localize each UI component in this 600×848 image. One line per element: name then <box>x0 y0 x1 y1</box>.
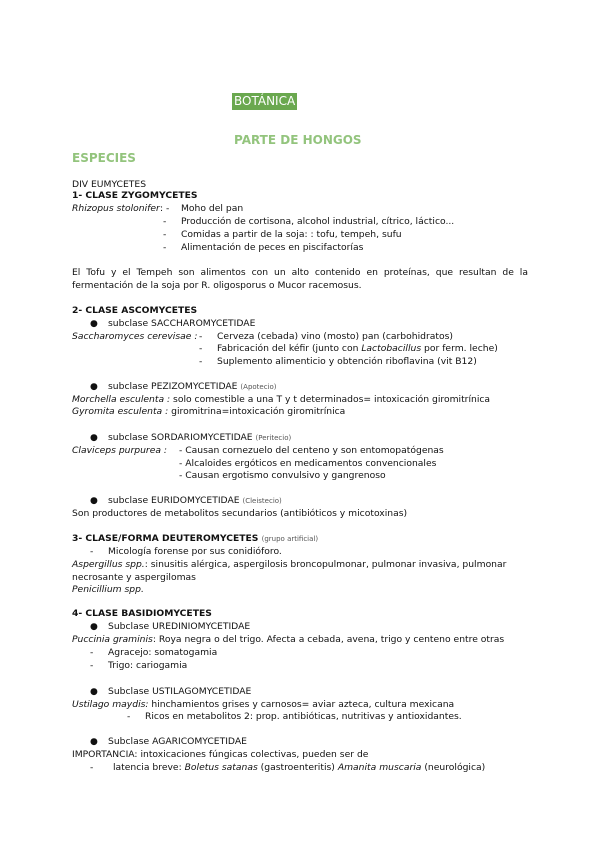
subtitle: PARTE DE HONGOS <box>234 133 362 147</box>
bullet-icon: ● <box>90 687 98 697</box>
ustilago-species: Ustilago maydis: <box>72 699 149 710</box>
subclass-note: (Apotecio) <box>240 383 277 391</box>
puccinia-item: Agracejo: somatogamia <box>108 647 218 658</box>
section-heading: ESPECIES <box>72 151 136 165</box>
kefir-text-end: por ferm. leche) <box>421 343 498 354</box>
bullet-icon: ● <box>90 433 98 443</box>
subclass-label: subclase SORDARIOMYCETIDAE <box>108 432 253 443</box>
puccinia-item: Trigo: cariogamia <box>108 660 188 671</box>
ustilago-line <box>72 699 454 711</box>
dash-icon: - <box>163 229 167 240</box>
document-title: BOTÁNICA <box>234 94 296 108</box>
class3-heading <box>72 533 318 545</box>
class3-note: (grupo artificial) <box>261 535 319 543</box>
puccinia-line <box>72 634 504 646</box>
dash-icon: - <box>90 762 94 773</box>
kefir-text: Fabricación del kéfir (junto con <box>217 343 362 354</box>
latencia-text: latencia breve: <box>113 762 185 773</box>
morchella-line <box>72 394 490 406</box>
bullet-icon: ● <box>90 622 98 632</box>
bullet-icon: ● <box>90 496 98 506</box>
subclass-label: subclase PEZIZOMYCETIDAE <box>108 381 238 392</box>
lactobacillus-text: Lactobacillus <box>361 343 422 354</box>
rhizopus-item: Comidas a partir de la soja: : tofu, tempeh, sufu <box>181 229 402 240</box>
gastro-text: (gastroenteritis) <box>257 762 338 773</box>
subclass-urediniomycetidae: Subclase UREDINIOMYCETIDAE <box>108 621 251 632</box>
dash-icon: - <box>90 546 94 557</box>
dash-icon: - <box>163 216 167 227</box>
dash-icon: - <box>90 660 94 671</box>
morchella-species: Morchella esculenta : <box>72 394 171 405</box>
gyromita-line <box>72 406 345 418</box>
dash-icon: - <box>127 711 131 722</box>
penicillium-species: Penicillium spp. <box>72 584 144 595</box>
aspergillus-text: : sinusitis alérgica, aspergilosis broncopulmonar, pulmonar invasiva, pulmonar <box>144 559 507 570</box>
subclass-note: (Cleistecio) <box>242 497 282 505</box>
dash-icon: - <box>199 331 203 342</box>
class3-title: 3- CLASE/FORMA DEUTEROMYCETES <box>72 533 259 544</box>
ustilago-text: hinchamientos grises y carnosos= aviar azteca, cultura mexicana <box>148 699 455 710</box>
morchella-text: solo comestible a una T y t determinados= intoxicación giromitrínica <box>170 394 491 405</box>
dash-icon: - <box>90 647 94 658</box>
boletus-species: Boletus satanas <box>184 762 258 773</box>
aspergillus-text-2: necrosante y aspergilomas <box>72 572 196 583</box>
subclass-ustilagomycetidae: Subclase USTILAGOMYCETIDAE <box>108 686 252 697</box>
tofu-paragraph: El Tofu y el Tempeh son alimentos con un alto contenido en proteínas, que resultan de la fermentación de la soja por R. oligosporus o Mucor racemosus. <box>72 267 528 291</box>
rhizopus-sep: : - <box>160 203 170 214</box>
neuro-text: (neurológica) <box>421 762 486 773</box>
class4-heading: 4- CLASE BASIDIOMYCETES <box>72 608 212 619</box>
dash-icon: - <box>199 356 203 367</box>
ustilago-item: Ricos en metabolitos 2: prop. antibióticas, nutritivas y antioxidantes. <box>145 711 462 722</box>
subclass-agaricomycetidae: Subclase AGARICOMYCETIDAE <box>108 736 247 747</box>
bullet-icon: ● <box>90 319 98 329</box>
rhizopus-item: Producción de cortisona, alcohol industrial, cítrico, láctico... <box>181 216 455 227</box>
subclass-label: subclase EURIDOMYCETIDAE <box>108 495 240 506</box>
subclass-sordariomycetidae <box>108 432 291 444</box>
class2-heading: 2- CLASE ASCOMYCETES <box>72 305 198 316</box>
kefir-line <box>217 343 498 355</box>
division-label: DIV EUMYCETES <box>72 179 147 190</box>
subclass-note: (Peritecio) <box>255 434 292 442</box>
puccinia-species: Puccinia graminis <box>72 634 153 645</box>
saccharomyces-item: Cerveza (cebada) vino (mosto) pan (carbohidratos) <box>217 331 453 342</box>
latencia-line <box>113 762 485 774</box>
claviceps-item: - Causan ergotismo convulsivo y gangrenoso <box>179 470 386 481</box>
claviceps-item: - Causan cornezuelo del centeno y son entomopatógenas <box>179 445 444 456</box>
bullet-icon: ● <box>90 737 98 747</box>
claviceps-species: Claviceps purpurea : <box>72 445 167 456</box>
dash-icon: - <box>199 343 203 354</box>
euridomycetidae-text: Son productores de metabolitos secundarios (antibióticos y micotoxinas) <box>72 508 408 519</box>
saccharomyces-species: Saccharomyces cerevisae : <box>72 331 198 342</box>
subclass-euridomycetidae <box>108 495 282 507</box>
claviceps-item: - Alcaloides ergóticos en medicamentos convencionales <box>179 458 437 469</box>
class1-heading: 1- CLASE ZYGOMYCETES <box>72 190 198 201</box>
importancia-text: IMPORTANCIA: intoxicaciones fúngicas colectivas, pueden ser de <box>72 749 369 760</box>
dash-icon: - <box>163 242 167 253</box>
rhizopus-item: Alimentación de peces en piscifactorías <box>181 242 364 253</box>
subclass-pezizomycetidae <box>108 381 277 393</box>
rhizopus-species: Rhizopus stolonifer <box>72 203 160 214</box>
aspergillus-species: Aspergillus spp. <box>72 559 145 570</box>
subclass-saccharomycetidae: subclase SACCHAROMYCETIDAE <box>108 318 256 329</box>
puccinia-text: : Roya negra o del trigo. Afecta a cebada, avena, trigo y centeno entre otras <box>152 634 505 645</box>
aspergillus-line <box>72 559 528 571</box>
amanita-species: Amanita muscaria <box>337 762 422 773</box>
gyromita-species: Gyromita esculenta : <box>72 406 169 417</box>
bullet-icon: ● <box>90 382 98 392</box>
riboflavina-item: Suplemento alimenticio y obtención riboflavina (vit B12) <box>217 356 477 367</box>
gyromita-text: giromitrina=intoxicación giromitrínica <box>168 406 346 417</box>
rhizopus-item: Moho del pan <box>181 203 244 214</box>
forense-item: Micología forense por sus conidióforo. <box>108 546 282 557</box>
